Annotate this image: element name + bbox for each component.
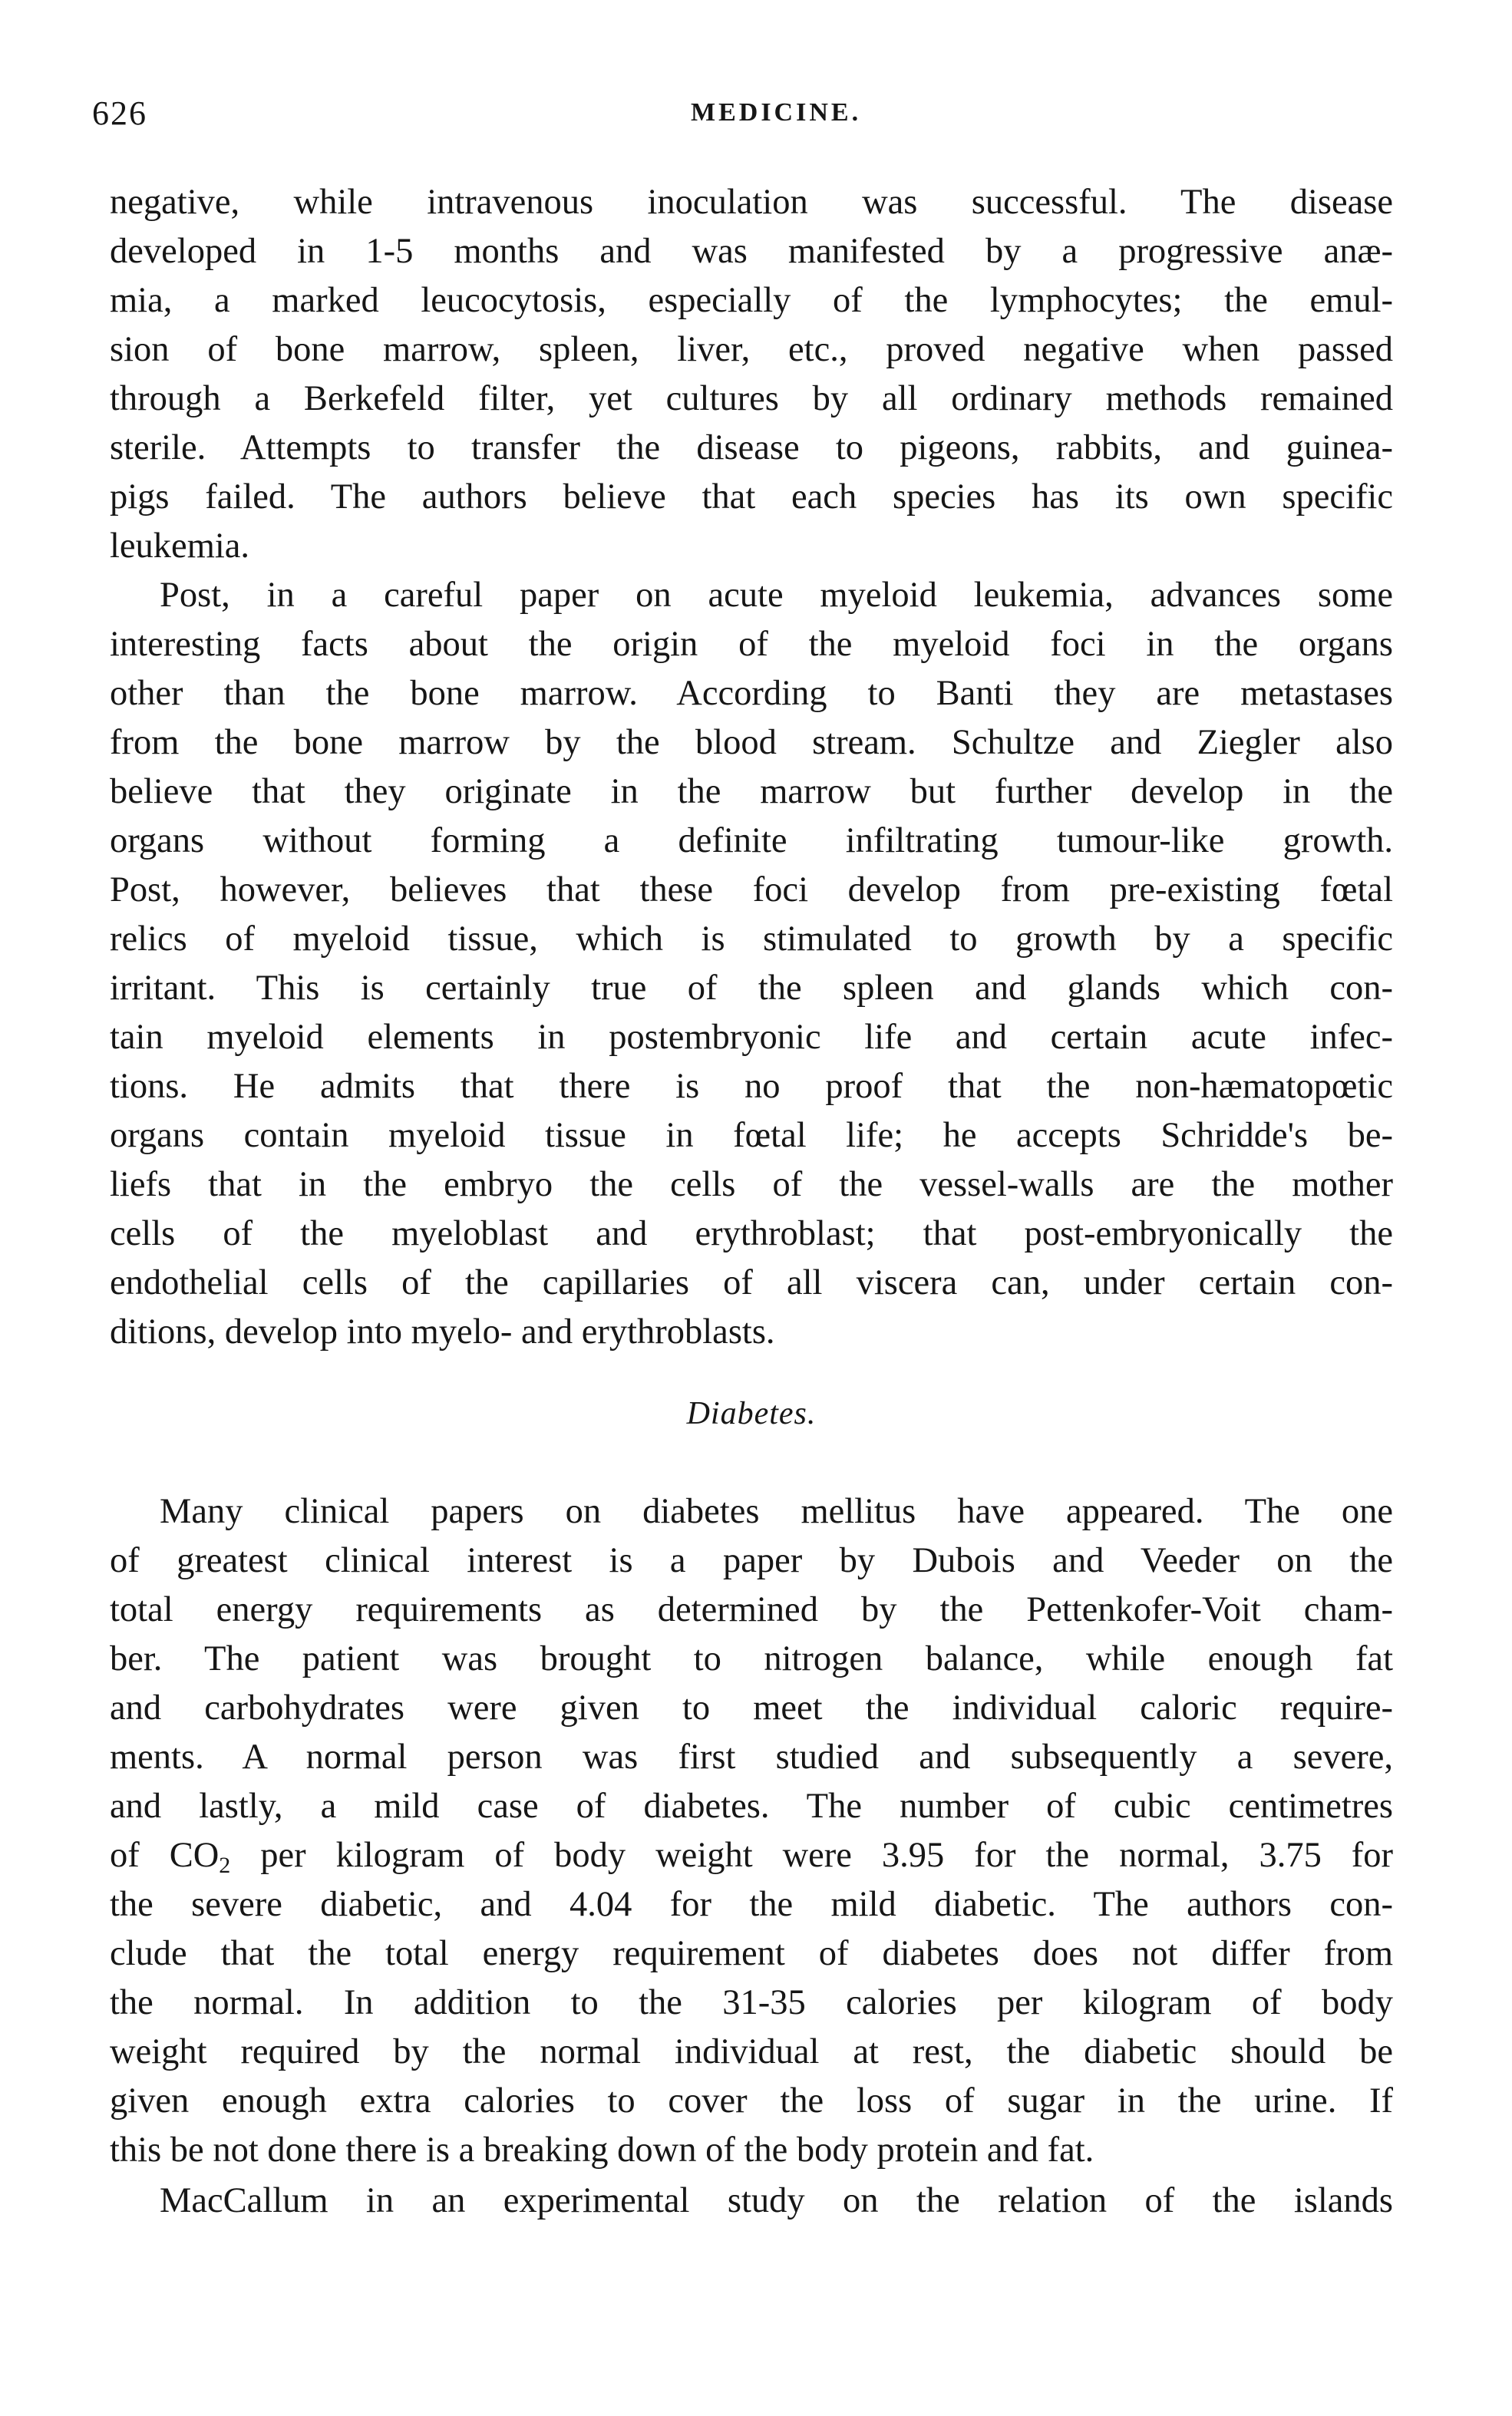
text-line: and lastly, a mild case of diabetes. The number of cubic centimetres <box>110 1787 1393 1826</box>
co2-subscript: 2 <box>219 1853 231 1878</box>
text-line: MacCallum in an experimental study on the relation of the islands <box>160 2181 1393 2220</box>
text-line-co2 <box>110 1833 1393 1879</box>
running-head: MEDICINE. <box>691 98 862 127</box>
text-line: organs without forming a definite infiltrating tumour-like growth. <box>110 821 1393 860</box>
text-line: total energy requirements as determined by the Pettenkofer-Voit cham- <box>110 1590 1393 1629</box>
text-line: liefs that in the embryo the cells of the vessel-walls are the mother <box>110 1165 1393 1204</box>
text-line: pigs failed. The authors believe that each species has its own specific <box>110 477 1393 517</box>
text-line: Post, however, believes that these foci develop from pre-existing fœtal <box>110 870 1393 909</box>
text-line: Many clinical papers on diabetes mellitus have appeared. The one <box>160 1492 1393 1531</box>
page-header <box>92 94 1412 140</box>
text-line: ber. The patient was brought to nitrogen balance, while enough fat <box>110 1639 1393 1678</box>
text-line: believe that they originate in the marrow but further develop in the <box>110 772 1393 811</box>
text-line: and carbohydrates were given to meet the individual caloric require- <box>110 1688 1393 1728</box>
text-line: other than the bone marrow. According to Banti they are metastases <box>110 674 1393 713</box>
page-number: 626 <box>92 94 147 132</box>
text-line: tain myeloid elements in postembryonic life and certain acute infec- <box>110 1018 1393 1057</box>
text-line: clude that the total energy requirement of diabetes does not differ from <box>110 1934 1393 1973</box>
section-heading: Diabetes. <box>686 1396 817 1431</box>
text-line: leukemia. <box>110 526 250 566</box>
text-line: Post, in a careful paper on acute myeloid leukemia, advances some <box>160 576 1393 615</box>
text-line: organs contain myeloid tissue in fœtal life; he accepts Schridde's be- <box>110 1116 1393 1155</box>
text-line: developed in 1-5 months and was manifested by a progressive anæ- <box>110 232 1393 271</box>
text-line: the normal. In addition to the 31-35 calories per kilogram of body <box>110 1983 1393 2022</box>
text-line: weight required by the normal individual at rest, the diabetic should be <box>110 2032 1393 2071</box>
text-line: irritant. This is certainly true of the spleen and glands which con- <box>110 969 1393 1008</box>
text-line: mia, a marked leucocytosis, especially of the lymphocytes; the emul- <box>110 281 1393 320</box>
text-line: of greatest clinical interest is a paper by Dubois and Veeder on the <box>110 1541 1393 1580</box>
text-line: from the bone marrow by the blood stream. Schultze and Ziegler also <box>110 723 1393 762</box>
text-line: given enough extra calories to cover the loss of sugar in the urine. If <box>110 2081 1393 2121</box>
text-line: negative, while intravenous inoculation was successful. The disease <box>110 183 1393 222</box>
text-line: sterile. Attempts to transfer the disease to pigeons, rabbits, and guinea- <box>110 428 1393 467</box>
text-line: ments. A normal person was first studied and subsequently a severe, <box>110 1738 1393 1777</box>
text-line: the severe diabetic, and 4.04 for the mild diabetic. The authors con- <box>110 1885 1393 1924</box>
co2-line-before: of CO <box>110 1836 220 1875</box>
text-line: this be not done there is a breaking down of the body protein and fat. <box>110 2131 1094 2170</box>
text-line: tions. He admits that there is no proof that the non-hæmatopœtic <box>110 1067 1393 1106</box>
text-line: relics of myeloid tissue, which is stimulated to growth by a specific <box>110 919 1393 959</box>
text-line: sion of bone marrow, spleen, liver, etc., proved negative when passed <box>110 330 1393 369</box>
text-line: through a Berkefeld filter, yet cultures by all ordinary methods remained <box>110 379 1393 418</box>
text-line: endothelial cells of the capillaries of all viscera can, under certain con- <box>110 1263 1393 1302</box>
text-line: ditions, develop into myelo- and erythroblasts. <box>110 1312 775 1352</box>
text-line: interesting facts about the origin of the myeloid foci in the organs <box>110 625 1393 664</box>
co2-line-after: per kilogram of body weight were 3.95 for the normal, 3.75 for <box>230 1836 1393 1875</box>
text-line: cells of the myeloblast and erythroblast; that post-embryonically the <box>110 1214 1393 1253</box>
